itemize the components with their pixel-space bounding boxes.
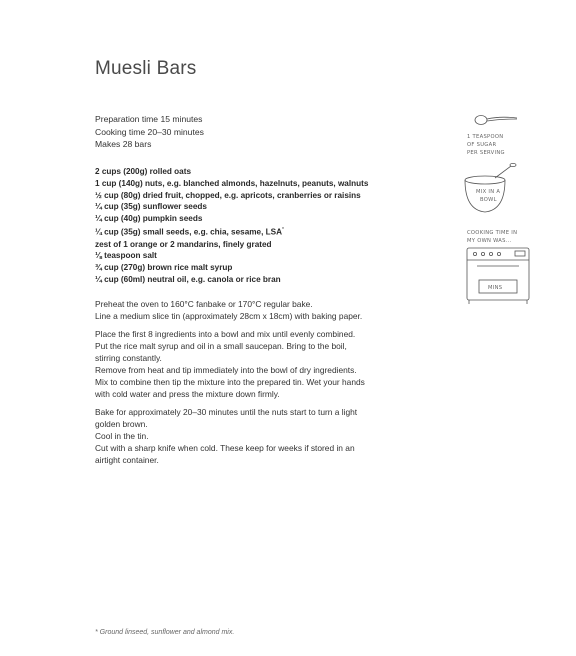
ingredient-list (95, 166, 368, 286)
oven-note-line: MY OWN WAS... (467, 238, 512, 244)
method-line: golden brown. (95, 419, 148, 429)
cook-time: Cooking time 20–30 minutes (95, 126, 204, 137)
footnote-marker: * (282, 226, 284, 233)
method-step-3 (95, 406, 435, 466)
spoon-icon (475, 116, 517, 125)
spoon-note-line: OF SUGAR (467, 142, 497, 148)
method-line: Place the first 8 ingredients into a bowl and mix until evenly combined. (95, 329, 356, 339)
bowl-label-line: BOWL (480, 197, 497, 203)
method-line: Put the rice malt syrup and oil in a small saucepan. Bring to the boil, (95, 341, 347, 351)
method-line: with cold water and press the mixture down firmly. (95, 389, 280, 399)
ingredient-item: ⅛ teaspoon salt (95, 251, 157, 261)
method-line: Bake for approximately 20–30 minutes until the nuts start to turn a light (95, 407, 358, 417)
method-section (95, 298, 435, 472)
ingredient-item: ¼ cup (35g) sunflower seeds (95, 202, 207, 212)
ingredient-text: ¼ cup (35g) small seeds, e.g. chia, sesame, LSA (95, 227, 283, 237)
method-line: Remove from heat and tip immediately into the bowl of dry ingredients. (95, 365, 357, 375)
oven-icon (467, 248, 529, 304)
ingredient-item (95, 225, 368, 239)
oven-label: MINS (488, 285, 503, 291)
method-line: Line a medium slice tin (approximately 28cm x 18cm) with baking paper. (95, 311, 363, 321)
method-line: Preheat the oven to 160°C fanbake or 170°C regular bake. (95, 299, 313, 309)
recipe-meta (95, 113, 204, 151)
method-step-2 (95, 328, 435, 400)
ingredient-item: ¼ cup (60ml) neutral oil, e.g. canola or rice bran (95, 274, 281, 284)
footnote: * Ground linseed, sunflower and almond mix. (95, 629, 235, 636)
margin-sketches (455, 108, 545, 318)
method-line: stirring constantly. (95, 353, 162, 363)
ingredient-item: ¾ cup (270g) brown rice malt syrup (95, 263, 233, 273)
recipe-title: Muesli Bars (95, 58, 197, 79)
ingredient-item: ¼ cup (40g) pumpkin seeds (95, 214, 203, 224)
bowl-label-line: MIX IN A (476, 189, 501, 195)
oven-note-line: COOKING TIME IN (467, 230, 518, 236)
spoon-note-line: 1 TEASPOON (467, 134, 504, 140)
prep-time: Preparation time 15 minutes (95, 114, 203, 124)
method-line: Mix to combine then tip the mixture into the prepared tin. Wet your hands (95, 377, 365, 387)
ingredient-item: zest of 1 orange or 2 mandarins, finely grated (95, 239, 272, 249)
ingredient-item: 1 cup (140g) nuts, e.g. blanched almonds, hazelnuts, peanuts, walnuts (95, 178, 369, 188)
yield: Makes 28 bars (95, 139, 152, 149)
spoon-note-line: PER SERVING (467, 150, 505, 156)
method-line: airtight container. (95, 455, 159, 465)
ingredient-item: 2 cups (200g) rolled oats (95, 167, 192, 176)
mixing-bowl-icon (465, 163, 516, 212)
method-line: Cut with a sharp knife when cold. These keep for weeks if stored in an (95, 443, 355, 453)
method-step-1 (95, 298, 435, 322)
ingredient-item: ½ cup (80g) dried fruit, chopped, e.g. apricots, cranberries or raisins (95, 190, 361, 200)
method-line: Cool in the tin. (95, 431, 149, 441)
